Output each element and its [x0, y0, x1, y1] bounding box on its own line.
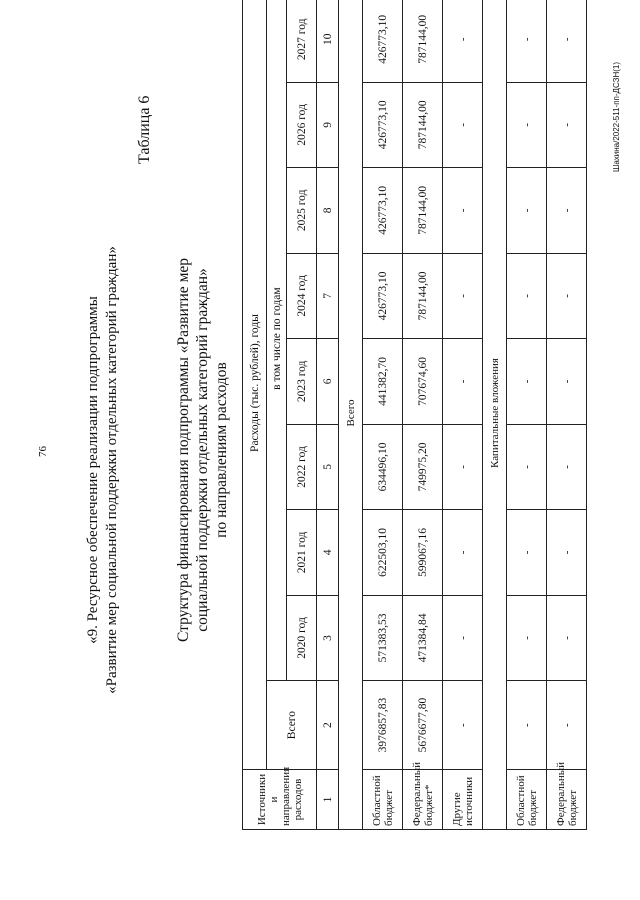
- row-value: 787144,00: [403, 0, 443, 82]
- structure-title: [174, 185, 231, 715]
- row-value: -: [507, 0, 547, 82]
- table-caption: Таблица 6: [136, 95, 153, 164]
- row-value: -: [443, 82, 483, 168]
- table-row: [443, 0, 483, 830]
- column-number: 3: [317, 595, 339, 681]
- row-value: -: [547, 82, 587, 168]
- row-value: 787144,00: [403, 82, 443, 168]
- row-value: 787144,00: [403, 253, 443, 339]
- row-value: -: [507, 595, 547, 681]
- row-value: -: [547, 595, 587, 681]
- column-number: 6: [317, 339, 339, 425]
- row-value: -: [443, 681, 483, 770]
- header-year: 2021 год: [287, 510, 317, 596]
- row-value: 426773,10: [363, 0, 403, 82]
- table-row: [403, 0, 443, 830]
- header-year: 2026 год: [287, 82, 317, 168]
- row-value: 471384,84: [403, 595, 443, 681]
- header-by-years: в том числе по годам: [267, 0, 287, 681]
- row-value: -: [443, 0, 483, 82]
- financing-table: [242, 0, 587, 830]
- row-value: -: [507, 253, 547, 339]
- column-number: 4: [317, 510, 339, 596]
- row-source: Федеральный бюджет*: [403, 770, 443, 830]
- row-value: 749975,20: [403, 424, 443, 510]
- row-value: -: [443, 168, 483, 254]
- row-value: 441382,70: [363, 339, 403, 425]
- page-number: 76: [37, 446, 49, 457]
- section-title-line-2: «Развитие мер социальной поддержки отдельных категорий граждан»: [104, 246, 120, 694]
- row-value: -: [507, 424, 547, 510]
- row-value: -: [443, 510, 483, 596]
- row-value: -: [507, 510, 547, 596]
- column-number: 8: [317, 168, 339, 254]
- header-year: 2025 год: [287, 168, 317, 254]
- table-row: [363, 0, 403, 830]
- row-value: -: [547, 339, 587, 425]
- row-source: Другие источники: [443, 770, 483, 830]
- column-number: 7: [317, 253, 339, 339]
- row-value: -: [507, 168, 547, 254]
- row-value: -: [443, 253, 483, 339]
- header-year: 2020 год: [287, 595, 317, 681]
- row-value: -: [507, 82, 547, 168]
- section-title: [84, 160, 122, 780]
- row-value: 599067,16: [403, 510, 443, 596]
- row-value: 3976857,83: [363, 681, 403, 770]
- structure-title-line-2: социальной поддержки отдельных категорий граждан»: [194, 268, 211, 632]
- row-value: 426773,10: [363, 82, 403, 168]
- column-number: 9: [317, 82, 339, 168]
- row-value: -: [547, 253, 587, 339]
- row-value: -: [507, 681, 547, 770]
- section-header: Всего: [339, 0, 363, 830]
- table-row: [507, 0, 547, 830]
- row-value: -: [547, 510, 587, 596]
- row-source: Областной бюджет: [507, 770, 547, 830]
- section-header: Капитальные вложения: [483, 0, 507, 830]
- row-value: -: [547, 681, 587, 770]
- header-sources: Источники и направления расходов: [243, 770, 317, 830]
- row-source: Областной бюджет: [363, 770, 403, 830]
- row-value: -: [507, 339, 547, 425]
- row-value: -: [547, 424, 587, 510]
- row-value: 571383,53: [363, 595, 403, 681]
- document-code: Шахина/2022-511-пп-ДСЗН(1): [612, 61, 621, 172]
- row-value: -: [443, 339, 483, 425]
- row-value: 707674,60: [403, 339, 443, 425]
- row-value: 5676677,80: [403, 681, 443, 770]
- row-value: 787144,00: [403, 168, 443, 254]
- header-year: 2024 год: [287, 253, 317, 339]
- section-title-line-1: «9. Ресурсное обеспечение реализации подпрограммы: [85, 296, 101, 644]
- header-total: Всего: [267, 681, 317, 770]
- header-year: 2023 год: [287, 339, 317, 425]
- header-year: 2022 год: [287, 424, 317, 510]
- row-source: Федеральный бюджет: [547, 770, 587, 830]
- row-value: 634496,10: [363, 424, 403, 510]
- header-year: 2027 год: [287, 0, 317, 82]
- column-number: 1: [317, 770, 339, 830]
- row-value: -: [547, 0, 587, 82]
- row-value: -: [443, 424, 483, 510]
- row-value: -: [547, 168, 587, 254]
- row-value: 426773,10: [363, 168, 403, 254]
- structure-title-line-3: по направлениям расходов: [213, 362, 230, 538]
- structure-title-line-1: Структура финансирования подпрограммы «Развитие мер: [175, 257, 192, 643]
- header-expenses: Расходы (тыс. рублей), годы: [243, 0, 267, 770]
- row-value: -: [443, 595, 483, 681]
- column-number: 10: [317, 0, 339, 82]
- row-value: 426773,10: [363, 253, 403, 339]
- table-row: [547, 0, 587, 830]
- column-number: 2: [317, 681, 339, 770]
- column-number: 5: [317, 424, 339, 510]
- row-value: 622503,10: [363, 510, 403, 596]
